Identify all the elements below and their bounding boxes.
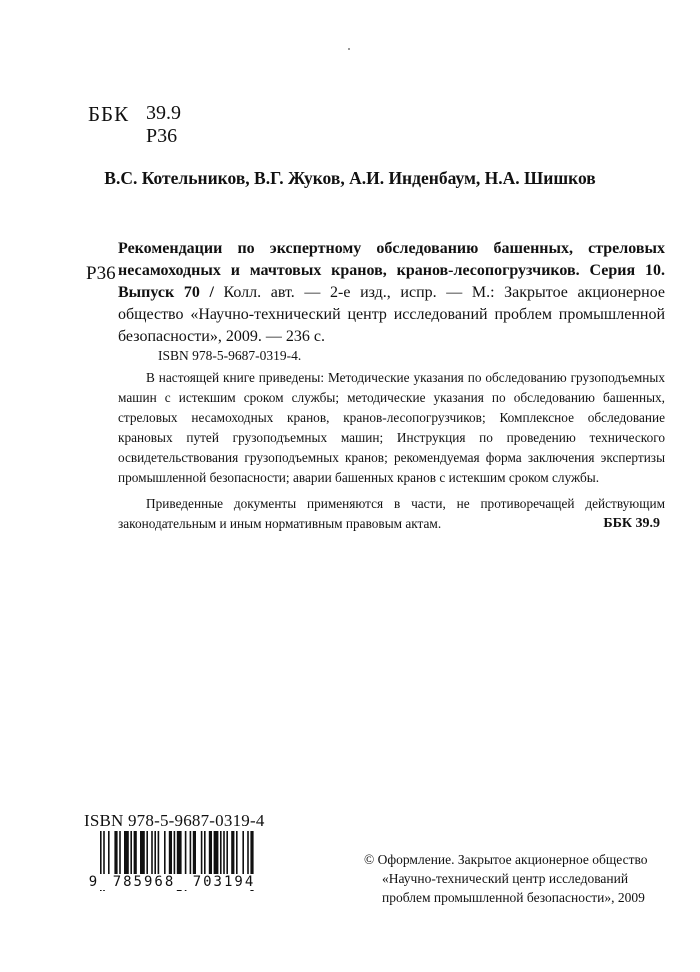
- barcode-digits: [86, 874, 264, 890]
- barcode-bar: [114, 831, 117, 877]
- barcode-bar: [124, 831, 129, 877]
- barcode-bar: [151, 831, 153, 877]
- barcode-bar: [201, 831, 203, 877]
- copyright-line-1: © Оформление. Закрытое акционерное общество: [364, 852, 648, 867]
- barcode-bar: [190, 831, 192, 877]
- publication-details: Колл. авт. — 2-е изд., испр. — М.: Закрытое акционерное общество «Научно-технический центр исследований проблем промышленной безопасности», 2009. — 236 с.: [118, 284, 666, 345]
- annotation-paragraph-2: Приведенные документы применяются в части, не противоречащей действующим законодательным и иным нормативным правовым актам.: [118, 496, 665, 531]
- top-speck: [348, 48, 350, 50]
- barcode-bar: [223, 831, 225, 877]
- barcode-bar: [193, 831, 196, 877]
- barcode-digits-left: 785968: [108, 874, 180, 890]
- barcode-bar: [231, 831, 234, 877]
- barcode-bar: [226, 831, 228, 877]
- barcode-bar: [204, 831, 206, 877]
- barcode-bar: [158, 831, 160, 877]
- barcode-bar: [164, 831, 166, 877]
- annotation-paragraph-1: В настоящей книге приведены: Методические указания по обследованию грузоподъемных машин с истекшим сроком службы; методические указания по обследованию башенных, стреловых несамоходных кранов, кранов-лесопогрузчиков; Комплексное обследование крановых путей грузоподъемных машин; Инструкция по проведению технического освидетельствования грузоподъемных кранов; рекомендуемая форма заключения экспертизы промышленной безопасности; аварии башенных кранов с истекшим сроком службы.: [118, 370, 665, 485]
- barcode-bar: [247, 831, 249, 877]
- cutter-number: Р36: [86, 263, 116, 284]
- barcode-digits-right: 703194: [188, 874, 260, 890]
- barcode-digit-prefix: 9: [86, 874, 100, 890]
- barcode-bar: [220, 831, 222, 877]
- barcode-bar: [140, 831, 145, 877]
- barcode-bar: [236, 831, 238, 877]
- bbk-label: ББК: [88, 102, 130, 126]
- bbk-right-code: ББК 39.9: [603, 516, 660, 531]
- bibliographic-record: [118, 238, 665, 348]
- barcode-bar: [242, 831, 244, 877]
- annotation: [118, 368, 665, 534]
- bbk-code-bottom: Р36: [146, 125, 178, 147]
- bbk-code-block: [146, 102, 181, 148]
- barcode-bar: [134, 831, 137, 877]
- copyright-line-2: «Научно-технический центр исследований: [382, 871, 629, 886]
- isbn-inline: ISBN 978-5-9687-0319-4.: [158, 348, 302, 363]
- barcode-guard: [180, 874, 188, 890]
- barcode-bar: [174, 831, 176, 877]
- barcode-bar: [214, 831, 219, 877]
- barcode-bar: [146, 831, 148, 877]
- barcode-guard: [100, 874, 108, 890]
- barcode-bar: [119, 831, 121, 877]
- barcode-bar: [154, 831, 156, 877]
- copyright-notice: [364, 850, 664, 907]
- barcode-bar: [169, 831, 172, 877]
- isbn-barcode-caption: ISBN 978-5-9687-0319-4: [84, 811, 265, 830]
- barcode-bar: [209, 831, 212, 877]
- bbk-code-top: 39.9: [146, 102, 181, 124]
- barcode-bar: [130, 831, 132, 877]
- copyright-line-3: проблем промышленной безопасности», 2009: [382, 890, 645, 905]
- authors-line: В.С. Котельников, В.Г. Жуков, А.И. Инденбаум, Н.А. Шишков: [104, 168, 596, 188]
- barcode-bar: [108, 831, 110, 877]
- book-title: Рекомендации по экспертному обследованию башенных, стреловых несамоходных и мачтовых кранов, кранов-лесопогрузчиков. Серия 10. Выпуск 70 /: [118, 240, 665, 301]
